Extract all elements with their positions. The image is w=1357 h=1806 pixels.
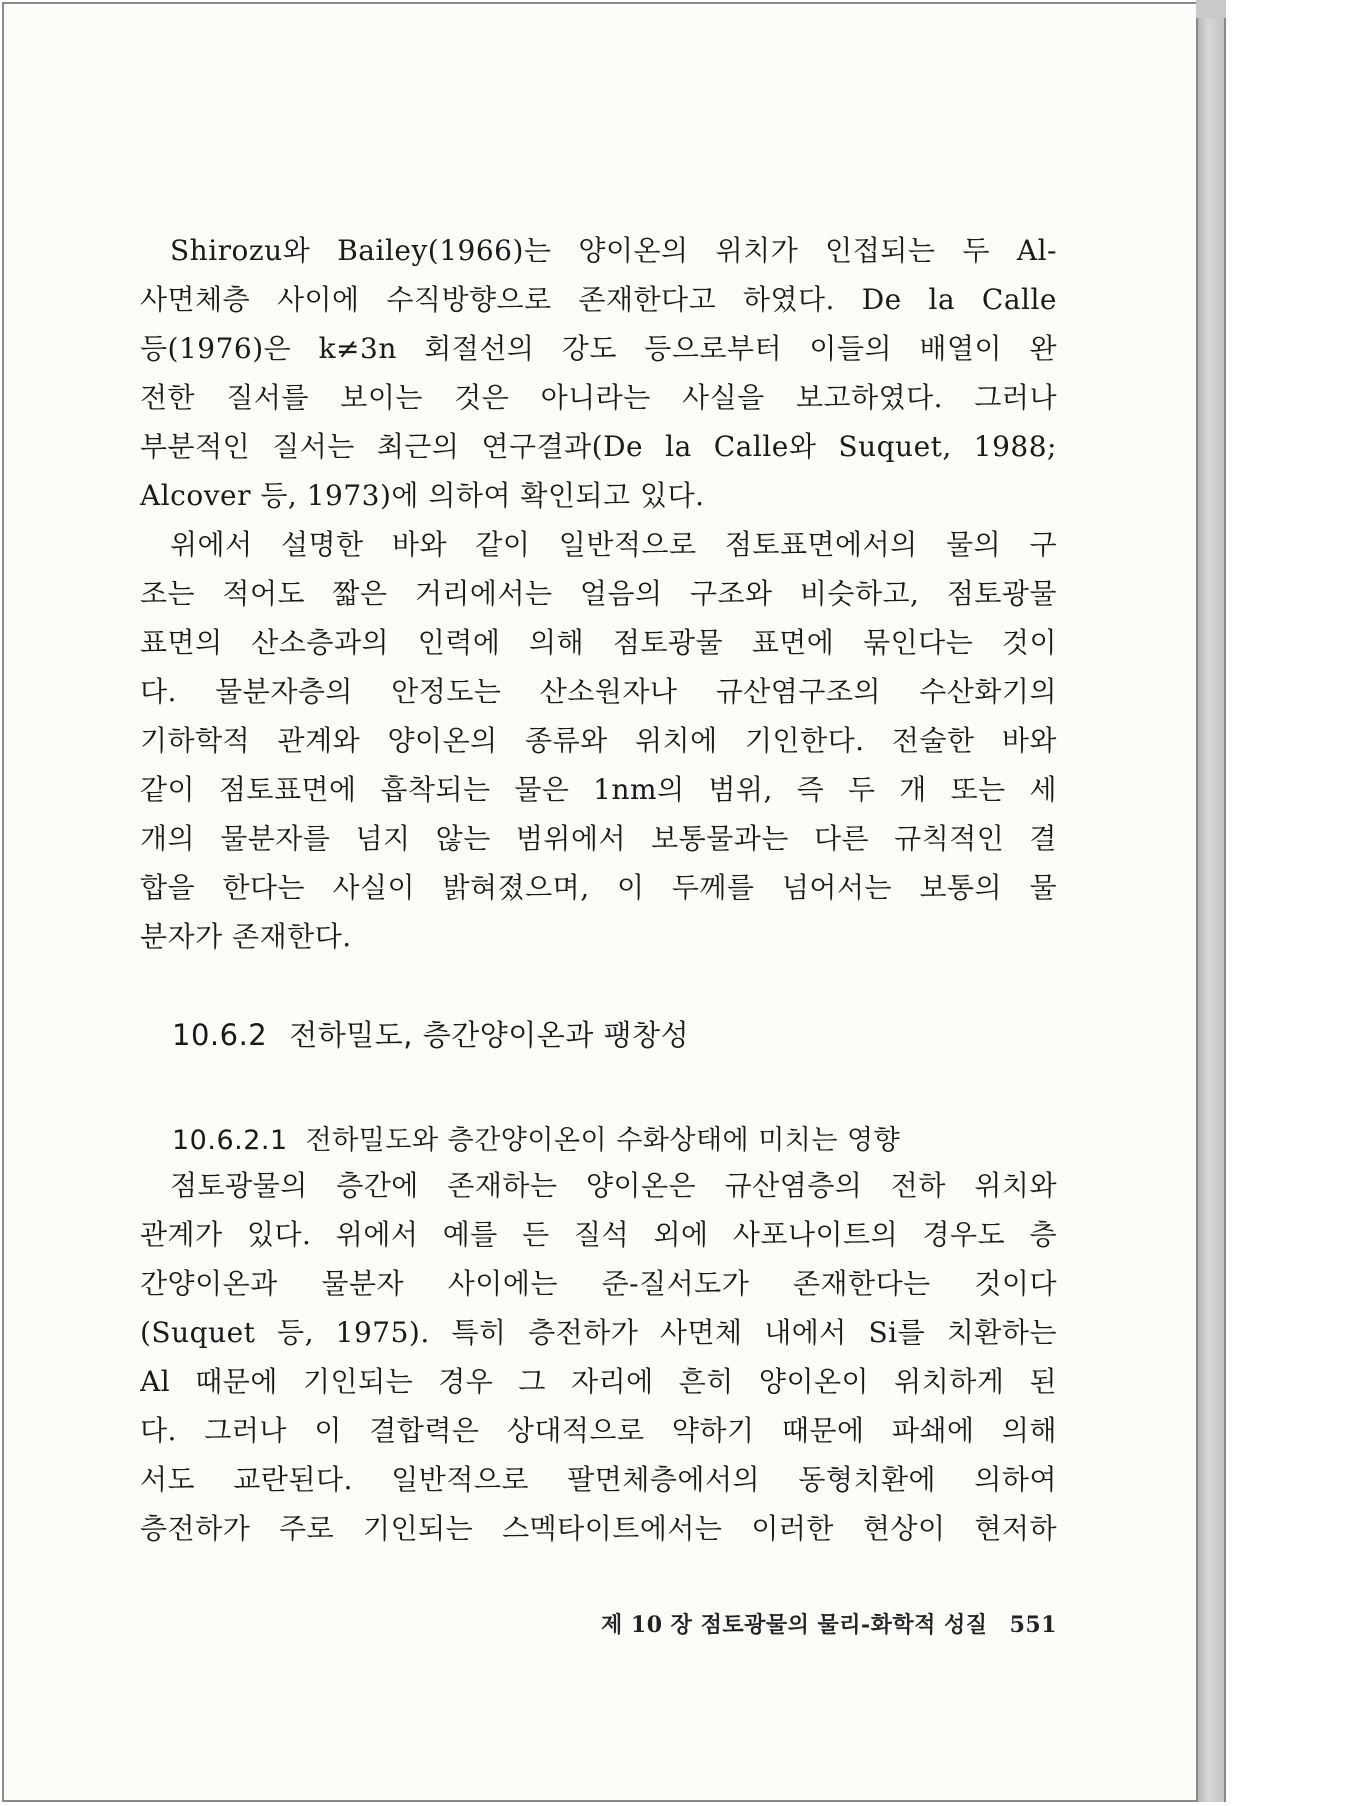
subsection-heading [172, 1118, 1057, 1157]
text-line: 층전하가 주로 기인되는 스멕타이트에서는 이러한 현상이 현저하 [140, 1512, 1057, 1545]
text-line: 서도 교란된다. 일반적으로 팔면체층에서의 동형치환에 의하여 [140, 1463, 1057, 1496]
text-line: 관계가 있다. 위에서 예를 든 질석 외에 사포나이트의 경우도 층 [140, 1218, 1057, 1251]
section-title: 전하밀도, 층간양이온과 팽창성 [289, 1018, 690, 1052]
text-line: Alcover 등, 1973)에 의하여 확인되고 있다. [140, 479, 705, 512]
text-line: 간양이온과 물분자 사이에는 준-질서도가 존재한다는 것이다 [140, 1267, 1057, 1300]
text-line: 조는 적어도 짧은 거리에서는 얼음의 구조와 비슷하고, 점토광물 [140, 577, 1057, 610]
page-footer [510, 1608, 1057, 1639]
text-line: Al 때문에 기인되는 경우 그 자리에 흔히 양이온이 위치하게 된 [140, 1365, 1057, 1398]
text-line: (Suquet 등, 1975). 특히 층전하가 사면체 내에서 Si를 치환하는 [140, 1316, 1057, 1349]
chapter-title: 제 10 장 점토광물의 물리-화학적 성질 [600, 1612, 988, 1638]
text-line: Shirozu와 Bailey(1966)는 양이온의 위치가 인접되는 두 Al- [170, 234, 1057, 267]
paragraph-1 [140, 226, 1057, 520]
text-line: 위에서 설명한 바와 같이 일반적으로 점토표면에서의 물의 구 [170, 528, 1057, 561]
subsection-title: 전하밀도와 층간양이온이 수화상태에 미치는 영향 [305, 1125, 901, 1156]
text-line: 부분적인 질서는 최근의 연구결과(De la Calle와 Suquet, 1988; [140, 430, 1057, 463]
text-line: 같이 점토표면에 흡착되는 물은 1nm의 범위, 즉 두 개 또는 세 [140, 773, 1057, 806]
page-number: 551 [1009, 1612, 1057, 1638]
section-number: 10.6.2 [172, 1018, 268, 1052]
text-line: 전한 질서를 보이는 것은 아니라는 사실을 보고하였다. 그러나 [140, 381, 1057, 414]
paragraph-2 [140, 520, 1057, 961]
text-line: 개의 물분자를 넘지 않는 범위에서 보통물과는 다른 규칙적인 결 [140, 822, 1057, 855]
paragraph-3 [140, 1161, 1057, 1553]
section-heading [172, 1013, 1057, 1054]
text-line: 합을 한다는 사실이 밝혀졌으며, 이 두께를 넘어서는 보통의 물 [140, 871, 1057, 904]
text-line: 기하학적 관계와 양이온의 종류와 위치에 기인한다. 전술한 바와 [140, 724, 1057, 757]
text-line: 분자가 존재한다. [140, 920, 352, 953]
text-line: 다. 물분자층의 안정도는 산소원자나 규산염구조의 수산화기의 [140, 675, 1057, 708]
page-edge [1198, 4, 1226, 1802]
text-line: 사면체층 사이에 수직방향으로 존재한다고 하였다. De la Calle [140, 283, 1057, 316]
subsection-number: 10.6.2.1 [172, 1125, 288, 1156]
text-line: 다. 그러나 이 결합력은 상대적으로 약하기 때문에 파쇄에 의해 [140, 1414, 1057, 1447]
page-body [140, 226, 1057, 1553]
text-line: 등(1976)은 k≠3n 회절선의 강도 등으로부터 이들의 배열이 완 [140, 332, 1057, 365]
text-line: 점토광물의 층간에 존재하는 양이온은 규산염층의 전하 위치와 [170, 1169, 1057, 1202]
text-line: 표면의 산소층과의 인력에 의해 점토광물 표면에 묶인다는 것이 [140, 626, 1057, 659]
